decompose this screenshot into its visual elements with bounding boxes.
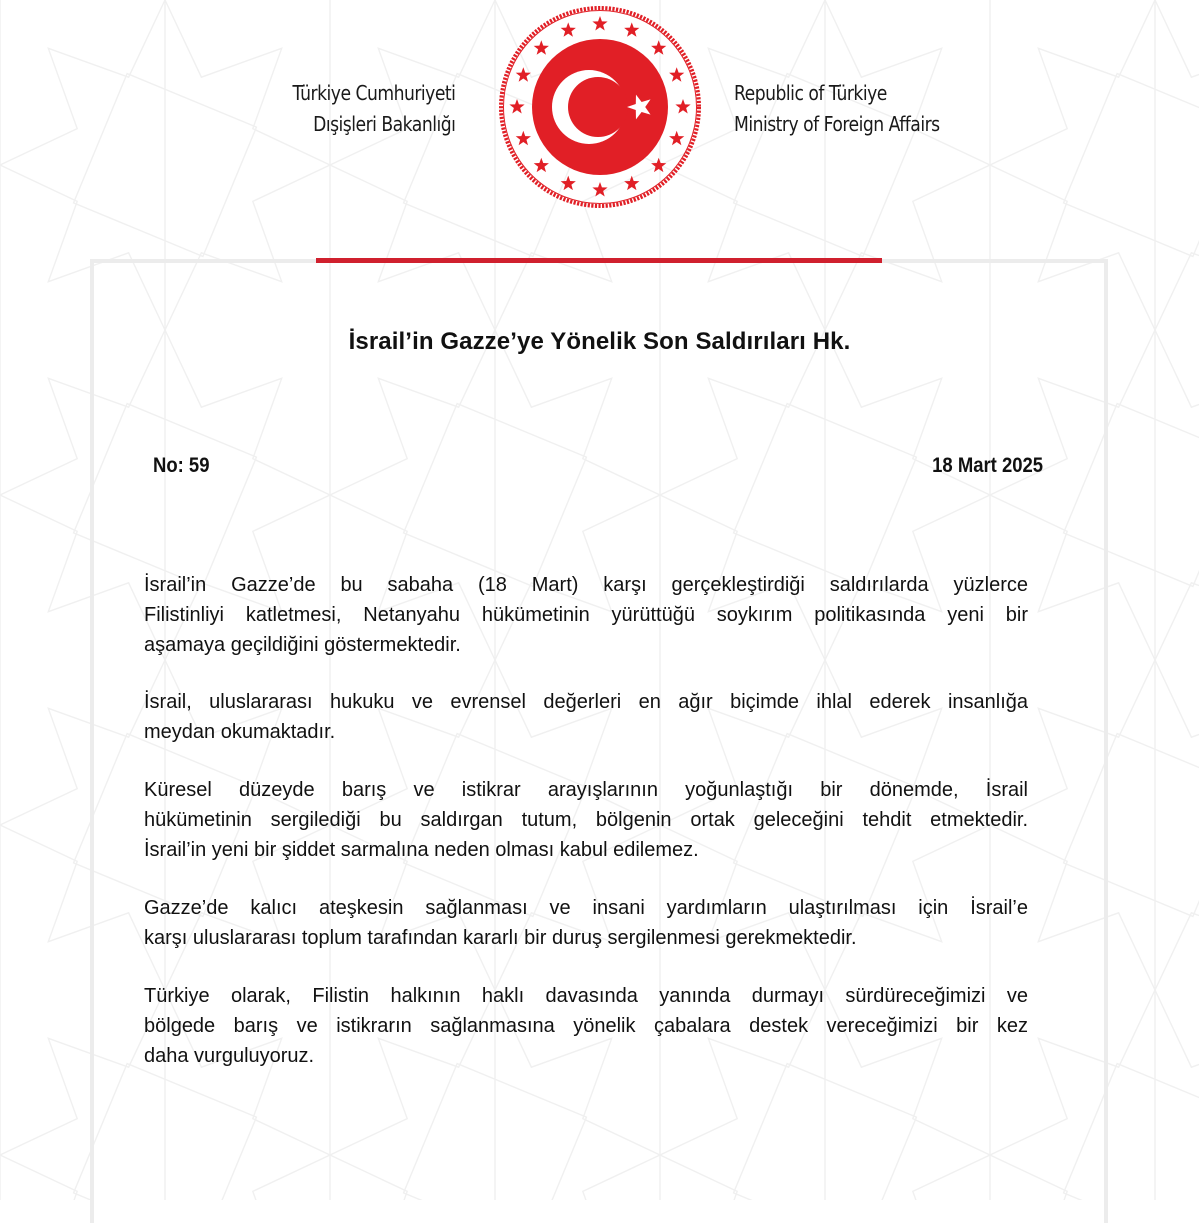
emblem-star-icon (561, 22, 576, 36)
letterhead (0, 0, 1199, 240)
ministry-tr-line-1: Türkiye Cumhuriyeti (292, 81, 455, 105)
paragraph-line: Gazze’de kalıcı ateşkesin sağlanması ve insani yardımların ulaştırılması için İsrail’e (144, 897, 1028, 919)
paragraph-line: İsrail, uluslararası hukuku ve evrensel değerleri en ağır biçimde ihlal ederek insanlığa (144, 691, 1028, 713)
emblem-star-icon (592, 16, 607, 30)
emblem-star-icon (534, 40, 549, 54)
emblem-star-icon (509, 99, 524, 113)
emblem-star-icon (651, 40, 666, 54)
ministry-en-line-2: Ministry of Foreign Affairs (734, 112, 940, 136)
paragraph-line: hükümetinin sergilediği bu saldırgan tutum, bölgenin ortak geleceğini tehdit etmektedir. (144, 809, 1028, 831)
ministry-tr-line-2: Dışişleri Bakanlığı (312, 112, 455, 136)
emblem-star-icon (669, 67, 684, 81)
paragraph-4 (144, 893, 1028, 953)
ministry-name-turkish (292, 78, 455, 140)
paragraph-1 (144, 570, 1028, 660)
paragraph-line: bölgede barış ve istikrarın sağlanmasına yönelik çabalara destek vereceğimizi bir kez (144, 1015, 1028, 1037)
emblem-star-icon (624, 176, 639, 190)
paragraph-line: daha vurguluyoruz. (144, 1045, 315, 1067)
document-body (144, 570, 1028, 1099)
paragraph-line: İsrail’in yeni bir şiddet sarmalına neden olması kabul edilemez. (144, 839, 699, 861)
emblem-star-icon (534, 158, 549, 172)
paragraph-line: İsrail’in Gazze’de bu sabaha (18 Mart) karşı gerçekleştirdiği saldırılarda yüzlerce (144, 574, 1028, 596)
paragraph-3 (144, 775, 1028, 865)
paragraph-line: karşı uluslararası toplum tarafından kararlı bir duruş sergilenmesi gerekmektedir. (144, 927, 857, 949)
paragraph-line: meydan okumaktadır. (144, 721, 336, 743)
paragraph-5 (144, 981, 1028, 1071)
emblem-star-icon (561, 176, 576, 190)
ministry-name-english (734, 78, 940, 140)
turkish-crescent-star-emblem-icon (497, 4, 703, 210)
paragraph-line: Türkiye olarak, Filistin halkının haklı davasında yanında durmayı sürdüreceğimizi ve (144, 985, 1028, 1007)
paragraph-line: Küresel düzeyde barış ve istikrar arayışlarının yoğunlaştığı bir dönemde, İsrail (144, 779, 1028, 801)
document-title: İsrail’in Gazze’ye Yönelik Son Saldırıları Hk. (348, 328, 851, 355)
paragraph-line: Filistinliyi katletmesi, Netanyahu hükümetinin yürüttüğü soykırım politikasında yeni bir (144, 604, 1028, 626)
emblem-star-icon (592, 182, 607, 196)
paragraph-line: aşamaya geçildiğini göstermektedir. (144, 634, 461, 656)
document-date: 18 Mart 2025 (932, 454, 1043, 477)
paragraph-2 (144, 687, 1028, 747)
emblem-star-icon (669, 131, 684, 145)
red-accent-bar (316, 258, 882, 263)
emblem-star-icon (675, 99, 690, 113)
emblem-star-icon (651, 158, 666, 172)
ministry-en-line-1: Republic of Türkiye (734, 81, 887, 105)
emblem-star-icon (516, 67, 531, 81)
emblem-star-icon (516, 131, 531, 145)
emblem-star-icon (624, 22, 639, 36)
document-number: No: 59 (153, 454, 210, 477)
